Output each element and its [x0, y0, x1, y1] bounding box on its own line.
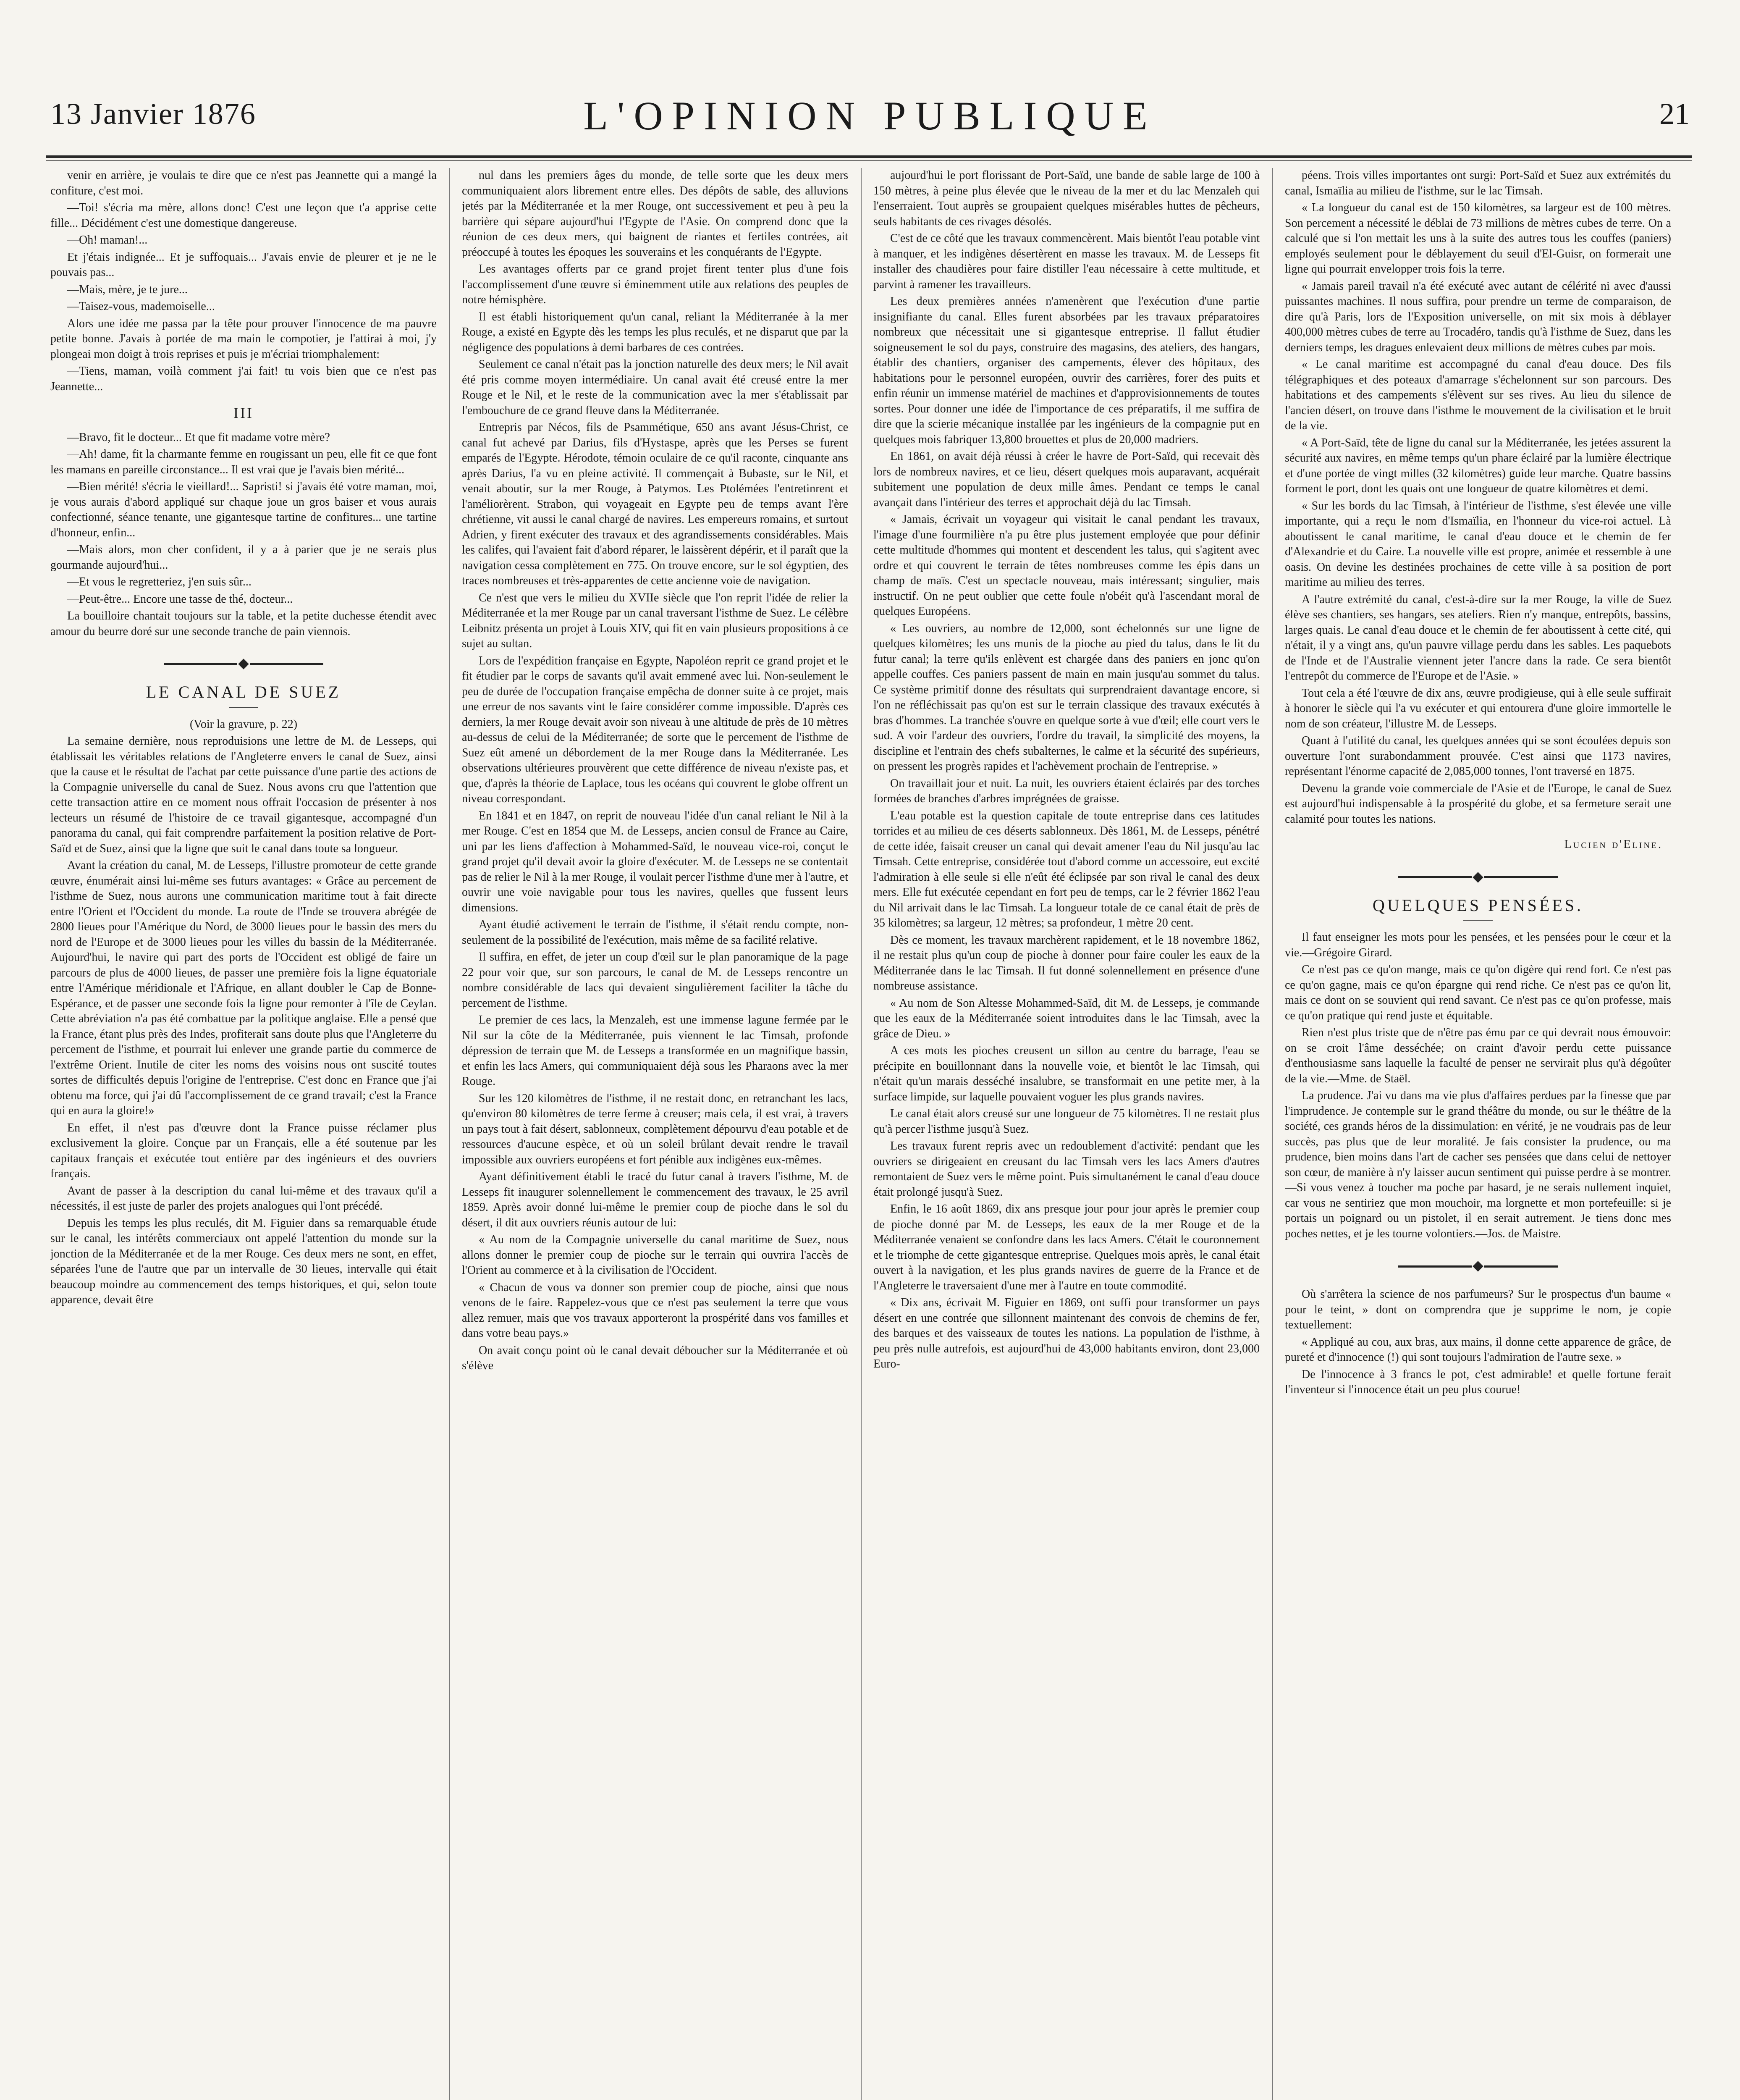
paragraph: Il suffira, en effet, de jeter un coup d'œil sur le plan panoramique de la page 22 pour voir que, sur son parcours, le canal de M. de Lesseps rencontre un nombre considérable de lacs qui devaient singulièrement faciliter la tâche du percement de l'isthme. — [462, 950, 848, 1010]
paragraph: —Oh! maman!... — [67, 234, 148, 247]
paragraph: « Les ouvriers, au nombre de 12,000, sont échelonnés sur une ligne de quelques kilomètres; les uns munis de la pioche au pied du talus, dans le lit du futur canal; la terre qu'ils enlèvent est chargée dans des paniers en jonc qu'on appelle couffes. Ces paniers passent de main en main jusqu'au sommet du talus. Ce système primitif donne des résultats qui surprendraient davantage encore, si l'on ne réfléchissait pas qu'on est sur le terrain classique des travaux exécutés à bras d'hommes. La tranchée s'ouvre en quelque sorte à vue d'œil; elle court vers le sud. A voir l'ardeur des ouvriers, l'ordre du travail, la simplicité des moyens, la discipline et l'entrain des chefs subalternes, le calme et la sécurité des supérieurs, on pressent les progrès rapides et l'achèvement prochain de l'entreprise. » — [873, 622, 1260, 773]
paragraph: nul dans les premiers âges du monde, de telle sorte que les deux mers communiquaient alors librement entre elles. Des dépôts de sable, des alluvions jetés par la Méditerranée et la mer Rouge, ont successivement et peu à peu la barrière qui sépare aujourd'hui l'Egypte de l'Asie. On comprend donc que la réunion de ces deux mers, qui baignent de riantes et fertiles contrées, ait préoccupé à toutes les époques les souverains et les conquérants de l'Egypte. — [462, 169, 848, 259]
paragraph: Avant la création du canal, M. de Lesseps, l'illustre promoteur de cette grande œuvre, énumérait ainsi lui-même ses futurs avantages: « Grâce au percement de l'isthme de Suez, nous aurons une communication maritime tout à fait directe entre l'Orient et l'Occident du monde. La route de l'Inde se trouvera abrégée de 2800 lieues pour l'Amérique du Nord, de 3000 lieues pour le bassin des mers du nord de l'Europe et de 3000 lieues pour les villes du bassin de la Méditerranée. Aujourd'hui, le navire qui part des ports de l'Occident est obligé de faire un parcours de plus de 4000 lieues, de passer une première fois la ligne équatoriale entre l'Amérique méridionale et l'Afrique, en allant doubler le Cap de Bonne-Espérance, et de passer une seconde fois la ligne pour remonter à l'île de Ceylan. Cette abréviation n'a pas été combattue par la politique anglaise. Elle a pensé que la France, étant plus près des Indes, profiterait sans doute plus que l'Angleterre du percement de l'isthme, et pourrait lui enlever une grande partie du commerce de l'extrême Orient. Inutile de citer les noms des voisins nous ont suscité toutes sortes de difficultés depuis l'origine de l'entreprise. C'est donc en France que j'ai obtenu ma force, qui j'ai dû l'accomplissement de ce grand travail; c'est la France qui en aura la gloire!» — [50, 859, 437, 1117]
paragraph: Les travaux furent repris avec un redoublement d'activité: pendant que les ouvriers se dirigeaient en creusant du lac Timsah vers les lacs Amers d'autres remontaient de Suez vers le même point. Puis simultanément le canal d'eau douce était prolongé jusqu'à Suez. — [873, 1139, 1260, 1199]
paragraph: —Mais alors, mon cher confident, il y a à parier que je ne serais plus gourmande aujourd'hui... — [50, 543, 437, 572]
paragraph: Les deux premières années n'amenèrent que l'exécution d'une partie insignifiante du canal. Elles furent absorbées par les travaux préparatoires nombreux que nécessitait une si gigantesque entreprise. Il fallut étudier soigneusement le sol du pays, construire des magasins, des ateliers, des hangars, établir des chantiers, organiser des campements, élever des hôpitaux, des habitations pour le personnel européen, ouvrir des carrières, forer des puits et enfin réunir un immense matériel de machines et d'approvisionnements de toutes sortes. Pour donner une idée de l'importance de ces préparatifs, il me suffira de dire que la scierie mécanique installée par les ingénieurs de la compagnie put en quelques mois fabriquer 13,800 brouettes et plus de 20,000 madriers. — [873, 295, 1260, 446]
column-3 — [873, 168, 1260, 2100]
paragraph: Il est établi historiquement qu'un canal, reliant la Méditerranée à la mer Rouge, a existé en Egypte dès les temps les plus reculés, et ne disparut que par la négligence des populations à demi barbares de ces contrées. — [462, 310, 848, 354]
title-underline — [1463, 920, 1493, 921]
paragraph: Les avantages offerts par ce grand projet firent tenter plus d'une fois l'accomplissement d'une œuvre si éminemment utile aux relations des peuples de notre hémisphère. — [462, 262, 848, 306]
paragraph: « La longueur du canal est de 150 kilomètres, sa largeur est de 100 mètres. Son percement a nécessité le déblai de 73 millions de mètres cubes de terre. On a calculé que si l'on mettait les uns à la suite des autres tous les couffes (paniers) employés seulement pour le déblayement du seuil d'El-Guisr, on formerait une ligne qui pourrait envelopper trois fois la terre. — [1285, 201, 1671, 276]
article-signature: Lucien d'Eline. — [1564, 838, 1663, 851]
paragraph: Quant à l'utilité du canal, les quelques années qui se sont écoulées depuis son ouverture l'ont surabondamment prouvée. C'est ainsi que 1173 navires, représentant l'énorme capacité de 2,085,000 tonnes, l'ont traversé en 1875. — [1285, 734, 1671, 778]
paragraph: « Sur les bords du lac Timsah, à l'intérieur de l'isthme, s'est élevée une ville importante, qui a reçu le nom d'Ismaïlia, en l'honneur du vice-roi actuel. Là aboutissent le canal maritime, le canal d'eau douce et le chemin de fer d'Alexandrie et du Caire. La nouvelle ville est propre, animée et ressemble à une oasis. On devine les destinées prochaines de cette ville à sa position de port maritime au milieu des terres. — [1285, 499, 1671, 589]
paragraph: Le canal était alors creusé sur une longueur de 75 kilomètres. Il ne restait plus qu'à percer l'isthme jusqu'à Suez. — [873, 1107, 1260, 1136]
paragraph: Alors une idée me passa par la tête pour prouver l'innocence de ma pauvre petite bonne. J'avais à portée de ma main le compotier, je l'attirai à moi, j'y plongeai mon doigt à trois reprises et puis je m'écriai triomphalement: — [50, 317, 437, 361]
story-section-3 — [50, 430, 437, 640]
paragraph: Ayant définitivement établi le tracé du futur canal à travers l'isthme, M. de Lesseps fit inaugurer solennellement le commencement des travaux, le 25 avril 1859. Après avoir donné lui-même le premier coup de pioche dans le sol du désert, il dit aux ouvriers réunis autour de lui: — [462, 1170, 848, 1229]
paragraph: La prudence. J'ai vu dans ma vie plus d'affaires perdues par la finesse que par l'imprudence. Je contemple sur le grand théâtre du monde, ou sur le théâtre de la société, ces grands héros de la dissimulation: en vérité, je ne voudrais pas de leur succès, pas plus que de leur moralité. Je fais consister la prudence, ou ma prudence, bien moins dans l'art de cacher ses pensées que dans celui de nettoyer son cœur, de manière à n'y laisser aucun sentiment qui puisse perdre à se montrer.—Si vous venez à toucher ma poche par hasard, je ne serais nullement inquiet, car vous ne sentiriez que mon mouchoir, ma lorgnette et mon portefeuille: si je portais un poignard ou un pistolet, il en serait autrement. Je tiens donc mes poches nettes, et je les tourne volontiers.—Jos. de Maistre. — [1285, 1089, 1671, 1240]
paragraph: « Au nom de Son Altesse Mohammed-Saïd, dit M. de Lesseps, je commande que les eaux de la Méditerranée soient introduites dans le lac Timsah, avec la grâce de Dieu. » — [873, 996, 1260, 1040]
section-number: III — [233, 404, 254, 421]
paragraph: —Toi! s'écria ma mère, allons donc! C'est une leçon que t'a apprise cette fille... Décidément c'est une domestique dangereuse. — [50, 201, 437, 230]
column-divider — [861, 168, 862, 2100]
paragraph: « Jamais, écrivait un voyageur qui visitait le canal pendant les travaux, l'image d'une fourmilière n'a pu être plus justement employée que pour définir cette multitude d'hommes qui montent et descendent les talus, qui s'agitent avec ordre et qui couvrent le terrain de têtes nombreuses comme les épis dans un champ de maïs. C'est un spectacle nouveau, mais intéressant; singulier, mais instructif. On ne peut oublier que cette foule n'obéit qu'à l'ascendant moral de quelques Européens. — [873, 513, 1260, 618]
paragraph: A ces mots les pioches creusent un sillon au centre du barrage, l'eau se précipite en bouillonnant dans la nouvelle voie, et bientôt le lac Timsah, qui n'était qu'un marais desséché insalubre, se transformait en une petite mer, à la surface limpide, sur laquelle pouvaient voguer les plus grands navires. — [873, 1044, 1260, 1103]
article-title-canal-de-suez: LE CANAL DE SUEZ — [146, 682, 341, 701]
paragraph: —Bien mérité! s'écria le vieillard!... Sapristi! si j'avais été votre maman, moi, je vous aurais d'abord appliqué sur chaque joue un gros baiser et vous aurais confectionné, séance tenante, une gigantesque tartine de confitures... une tartine d'honneur, enfin... — [50, 480, 437, 539]
paragraph: —Ah! dame, fit la charmante femme en rougissant un peu, elle fit ce que font les mamans en pareille circonstance... Il est vrai que je l'avais bien mérité... — [50, 448, 437, 476]
paragraph: Le premier de ces lacs, la Menzaleh, est une immense lagune fermée par le Nil sur la côte de la Méditerranée, puis viennent le lac Timsah, profonde dépression de terrain que M. de Lesseps a transformée en un magnifique bassin, et enfin les lacs Amers, qui communiquaient déjà sous les Pharaons avec la mer Rouge. — [462, 1013, 848, 1088]
paragraph: Ce n'est que vers le milieu du XVIIe siècle que l'on reprit l'idée de relier la Méditerranée et la mer Rouge par un canal traversant l'isthme de Suez. Le célèbre Leibnitz présenta un projet à Louis XIV, qui fit en vain plusieurs propositions à ce sujet au sultan. — [462, 591, 848, 650]
paragraph: venir en arrière, je voulais te dire que ce n'est pas Jeannette qui a mangé la confiture, c'est moi. — [50, 169, 437, 197]
masthead-rule-thin — [46, 160, 1692, 161]
masthead — [0, 88, 1740, 151]
paragraph: Ce n'est pas ce qu'on mange, mais ce qu'on digère qui rend fort. Ce n'est pas ce qu'on gagne, mais ce qu'on épargne qui rend riche. Ce n'est pas ce qu'on lit, mais ce dont on se souvient qui rend savant. Ce n'est pas ce qu'on professe, mais ce qu'on pratique qui rend juste et équitable. — [1285, 963, 1671, 1022]
paragraph: —Mais, mère, je te jure... — [67, 283, 188, 296]
paragraph: Lors de l'expédition française en Egypte, Napoléon reprit ce grand projet et le fit étudier par le corps de savants qu'il avait emmené avec lui. Non-seulement le peu de durée de l'occupation française empêcha de donner suite à ce projet, mais une erreur de nos savants vint le faire considérer comme impossible. D'après ces derniers, la mer Rouge devait avoir son niveau à une altitude de près de 10 mètres au-dessus de celui de la Méditerranée; de sorte que le percement de l'isthme de Suez eût amené un débordement de la mer Rouge dans la Méditerranée. Les observations ultérieures prouvèrent que cette différence de niveau n'existe pas, et que, d'après la théorie de Laplace, tous les océans qui couvrent le globe offrent un niveau correspondant. — [462, 654, 848, 805]
article-subtitle: (Voir la gravure, p. 22) — [189, 717, 298, 731]
paragraph: « Le canal maritime est accompagné du canal d'eau douce. Des fils télégraphiques et des poteaux d'amarrage s'échelonnent sur son parcours. Des habitations et des campements s'élèvent sur ses rives. Au lieu du silence de l'ancien désert, on trouve dans l'isthme le mouvement de la civilisation et le bruit de la vie. — [1285, 358, 1671, 432]
paragraph: On travaillait jour et nuit. La nuit, les ouvriers étaient éclairés par des torches formées de branches d'arbres imprégnées de graisse. — [873, 777, 1260, 805]
paragraph: Dès ce moment, les travaux marchèrent rapidement, et le 18 novembre 1862, il ne restait plus qu'un coup de pioche à donner pour faire couler les eaux de la Méditerranée dans le lac Timsah. Il fut donné solennellement en présence d'une nombreuse assistance. — [873, 933, 1260, 992]
paragraph: Entrepris par Nécos, fils de Psammétique, 650 ans avant Jésus-Christ, ce canal fut achevé par Darius, fils d'Hystaspe, après que les Perses se furent emparés de l'Egypte. Hérodote, témoin oculaire de ce qu'il raconte, cinquante ans après Darius, l'a vu en pleine activité. Il commençait à Bubaste, sur le Nil, et venait aboutir, sur la mer Rouge, à Patymos. Les Ptolémées l'entretinrent et l'améliorèrent. Strabon, qui voyageait en Egypte peu de temps avant l'ère chrétienne, vit aussi le canal chargé de navires. Les empereurs romains, et surtout Adrien, y firent exécuter des travaux et des agrandissements considérables. Mais les califes, qui l'avaient fait d'abord réparer, le laissèrent dépérir, et il paraît que la navigation cessa complètement en 775. On trouve encore, sur le sol égyptien, des traces nombreuses et très-apparentes de cette ancienne voie de navigation. — [462, 421, 848, 587]
newspaper-title: L'OPINION PUBLIQUE — [583, 93, 1157, 138]
masthead-rule — [46, 155, 1692, 158]
paragraph: Il faut enseigner les mots pour les pensées, et les pensées pour le cœur et la vie.—Grégoire Girard. — [1285, 931, 1671, 959]
paragraph: —Et vous le regretteriez, j'en suis sûr... — [67, 575, 252, 588]
title-underline — [229, 707, 258, 708]
paragraph: Enfin, le 16 août 1869, dix ans presque jour pour jour après le premier coup de pioche donné par M. de Lesseps, les eaux de la mer Rouge et de la Méditerranée venaient se confondre dans les lacs Amers. C'était le couronnement et le triomphe de cette gigantesque entreprise. Quelques mois après, le canal était ouvert à la navigation, et les plus grands navires de guerre de la France et de l'Angleterre le traversaient d'une mer à l'autre en toute commodité. — [873, 1202, 1260, 1292]
paragraph: A l'autre extrémité du canal, c'est-à-dire sur la mer Rouge, la ville de Suez élève ses chantiers, ses hangars, ses ateliers. Rien n'y manque, entrepôts, bassins, larges quais. Le canal d'eau douce et le chemin de fer aboutissent à cette cité, qui n'était, il y a vingt ans, qu'un pauvre village perdu dans les sables. Les paquebots de l'Inde et de l'Australie viennent jeter l'ancre dans la rade. Ce sera bientôt l'entrepôt du commerce de l'Europe et de l'Asie. » — [1285, 593, 1671, 682]
paragraph: En 1861, on avait déjà réussi à créer le havre de Port-Saïd, qui recevait dès lors de nombreux navires, et ce lieu, désert quelques mois auparavant, acquérait subitement une population de deux mille âmes. Pendant ce temps le canal avançait dans l'intérieur des terres et approchait déjà du lac Timsah. — [873, 450, 1260, 509]
article-title-quelques-pensees: QUELQUES PENSÉES. — [1372, 895, 1584, 915]
paragraph: « Au nom de la Compagnie universelle du canal maritime de Suez, nous allons donner le premier coup de pioche sur le terrain qui ouvrira l'accès de l'Orient au commerce et à la civilisation de l'Occident. — [462, 1233, 848, 1277]
column-divider — [449, 168, 450, 2100]
paragraph: La semaine dernière, nous reproduisions une lettre de M. de Lesseps, qui établissait les véritables relations de l'Angleterre envers le canal de Suez, ainsi que la cause et le résultat de l'achat par cette puissance d'une partie des actions de la Compagnie universelle du canal de Suez. Nous avons cru que l'attention que cette transaction attire en ce moment nous offrait l'occasion de présenter à nos lecteurs un résumé de l'histoire de ce travail gigantesque, accompagné d'un panorama du canal, qui fait comprendre parfaitement la position relative de Port-Saïd et de Suez, ainsi que la ligne que suit le canal dans toute sa longueur. — [50, 735, 437, 855]
paragraph: —Bravo, fit le docteur... Et que fit madame votre mère? — [67, 430, 330, 444]
paragraph: Ayant étudié activement le terrain de l'isthme, il s'était rendu compte, non-seulement de la possibilité de l'exécution, mais même de sa facilité relative. — [462, 918, 848, 947]
paragraph: aujourd'hui le port florissant de Port-Saïd, une bande de sable large de 100 à 150 mètres, à peine plus élevée que le niveau de la mer et du lac Menzaleh qui l'enserraient. Tout auprès se groupaient quelques misérables huttes de pêcheurs, seuls habitants de ces rivages désolés. — [873, 169, 1260, 228]
column-4 — [1285, 168, 1671, 2100]
paragraph: En effet, il n'est pas d'œuvre dont la France puisse réclamer plus exclusivement la gloire. Conçue par un Français, elle a été soutenue par les capitaux français et exécutée tout entière par des ingénieurs et des ouvriers français. — [50, 1121, 437, 1180]
paragraph: « Chacun de vous va donner son premier coup de pioche, ainsi que nous venons de le faire. Rappelez-vous que ce n'est pas seulement la terre que vous allez remuer, mais que vos travaux apporteront la prospérité dans vos familles et dans votre beau pays.» — [462, 1281, 848, 1340]
paragraph: Sur les 120 kilomètres de l'isthme, il ne restait donc, en retranchant les lacs, qu'environ 80 kilomètres de terre ferme à creuser; mais cela, il est vrai, à travers un pays tout à fait désert, sablonneux, complètement dépourvu d'eau potable et de ressources d'aucune espèce, et où un soleil brûlant devait rendre le travail impossible aux ouvriers européens et fort pénible aux indigènes eux-mêmes. — [462, 1092, 848, 1166]
paragraph: « A Port-Saïd, tête de ligne du canal sur la Méditerranée, les jetées assurent la sécurité aux navires, en même temps qu'un phare éclairé par la lumière électrique et d'une portée de vingt milles (32 kilomètres) guide leur marche. Quatre bassins forment le port, dont les quais ont une longueur de quatre kilomètres et demi. — [1285, 436, 1671, 495]
paragraph: En 1841 et en 1847, on reprit de nouveau l'idée d'un canal reliant le Nil à la mer Rouge. C'est en 1854 que M. de Lesseps, ancien consul de France au Caire, uni par les liens d'affection à Mohammed-Saïd, le nouveau vice-roi, conçut le grand projet qu'il devait avoir la gloire d'exécuter. M. de Lesseps ne se contentait pas de relier le Nil à la mer Rouge, il voulait percer l'isthme d'une mer à l'autre, et ouvrir une voie navigable pour tous les navires, quelles que fussent leurs dimensions. — [462, 809, 848, 914]
section-separator — [1398, 1263, 1558, 1270]
section-separator — [1398, 874, 1558, 881]
paragraph: —Tiens, maman, voilà comment j'ai fait! tu vois bien que ce n'est pas Jeannette... — [50, 365, 437, 393]
paragraph: « Appliqué au cou, aux bras, aux mains, il donne cette apparence de grâce, de pureté et d'innocence (!) qui sont toujours l'admiration de l'autre sexe. » — [1285, 1335, 1671, 1364]
paragraph: —Taisez-vous, mademoiselle... — [67, 300, 215, 313]
paragraph: De l'innocence à 3 francs le pot, c'est admirable! et quelle fortune ferait l'inventeur si l'innocence était un peu plus courue! — [1285, 1368, 1671, 1396]
paragraph: « Jamais pareil travail n'a été exécuté avec autant de célérité ni avec d'aussi puissantes machines. Il nous suffira, pour prendre un terme de comparaison, de dire qu'à Paris, lors de l'Exposition universelle, on mit six mois à déblayer 400,000 mètres cubes de terre au Trocadéro, tandis qu'à l'isthme de Suez, dans les derniers temps, les dragues enlevaient deux millions de mètres cubes par mois. — [1285, 279, 1671, 354]
paragraph: —Peut-être... Encore une tasse de thé, docteur... — [67, 592, 293, 606]
column-2 — [462, 168, 848, 2100]
section-separator — [164, 660, 323, 668]
column-divider — [1272, 168, 1273, 2100]
paragraph: La bouilloire chantait toujours sur la table, et la petite duchesse étendit avec amour du beurre doré sur une seconde tranche de pain viennois. — [50, 609, 437, 638]
paragraph: Où s'arrêtera la science de nos parfumeurs? Sur le prospectus d'un baume « pour le teint, » dont on comprendra que je supprime le nom, je copie textuellement: — [1285, 1288, 1671, 1331]
paragraph: « Dix ans, écrivait M. Figuier en 1869, ont suffi pour transformer un pays désert en une contrée que sillonnent maintenant des convois de chemins de fer, des barques et des vaisseaux de toutes les nations. La population de l'isthme, à peu près nulle autrefois, est aujourd'hui de 43,000 habitants environ, dont 23,000 Euro- — [873, 1296, 1260, 1370]
page-number: 21 — [1659, 97, 1690, 131]
paragraph: Avant de passer à la description du canal lui-même et des travaux qu'il a nécessités, il est juste de parler des projets analogues qui l'ont précédé. — [50, 1184, 437, 1213]
paragraph: L'eau potable est la question capitale de toute entreprise dans ces latitudes torrides et au milieu de ces déserts sablonneux. Dès 1861, M. de Lesseps, pénétré de cette idée, faisait creuser un canal qui devait amener l'eau du Nil jusqu'au lac Timsah. Cette entreprise, considérée tout d'abord comme un accessoire, eut excité l'admiration à elle seule si elle n'eût été éclipsée par son rival le canal des deux mers. Elle fut exécutée cependant en fort peu de temps, car le 2 février 1862 l'eau du Nil arrivait dans le lac Timsah. La longueur totale de ce canal était de près de 35 kilomètres; sa largeur, 12 mètres; sa profondeur, 1 mètre 20 cent. — [873, 809, 1260, 929]
paragraph: C'est de ce côté que les travaux commencèrent. Mais bientôt l'eau potable vint à manquer, et les indigènes désertèrent en masse les travaux. M. de Lesseps fit installer des chaudières pour faire distiller l'eau nécessaire à cette multitude, et parvint à ramener les travailleurs. — [873, 232, 1260, 291]
paragraph: Et j'étais indignée... Et je suffoquais... J'avais envie de pleurer et je ne le pouvais pas... — [50, 250, 437, 279]
paragraph: Tout cela a été l'œuvre de dix ans, œuvre prodigieuse, qui à elle seule suffirait à honorer le siècle qui l'a vu exécuter et qui entourera d'une gloire immortelle le nom de son créateur, l'illustre M. de Lesseps. — [1285, 686, 1671, 730]
paragraph: péens. Trois villes importantes ont surgi: Port-Saïd et Suez aux extrémités du canal, Ismaïlia au milieu de l'isthme, sur le lac Timsah. — [1285, 169, 1671, 197]
paragraph: Depuis les temps les plus reculés, dit M. Figuier dans sa remarquable étude sur le canal, les intérêts commerciaux ont appelé l'attention du monde sur la jonction de la Méditerranée et de la mer Rouge. Ces deux mers ne sont, en effet, séparées l'une de l'autre que par un intervalle de 30 lieues, intervalle qui était beaucoup moindre au commencement des temps historiques, et qui, selon toute apparence, devait être — [50, 1216, 437, 1306]
paragraph: On avait conçu point où le canal devait déboucher sur la Méditerranée et où s'élève — [462, 1344, 848, 1372]
paragraph: Rien n'est plus triste que de n'être pas ému par ce qui devrait nous émouvoir: on se croit l'âme desséchée; on craint d'avoir perdu cette puissance d'enthousiasme sans laquelle la faculté de penser ne servirait plus qu'à dégoûter de la vie.—Mme. de Staël. — [1285, 1026, 1671, 1085]
paragraph: Seulement ce canal n'était pas la jonction naturelle des deux mers; le Nil avait été pris comme moyen intermédiaire. Un canal avait été creusé entre la mer Rouge et le Nil, et le reste de la communication avec la mer s'établissait par l'embouchure de ce grand fleuve dans la Méditerranée. — [462, 358, 848, 417]
paragraph: Devenu la grande voie commerciale de l'Asie et de l'Europe, le canal de Suez est aujourd'hui indispensable à la prospérité du globe, et sa fermeture serait une calamité pour toutes les nations. — [1285, 782, 1671, 826]
issue-date: 13 Janvier 1876 — [50, 97, 256, 131]
column-1 — [50, 168, 437, 2100]
story-continuation — [50, 168, 437, 394]
